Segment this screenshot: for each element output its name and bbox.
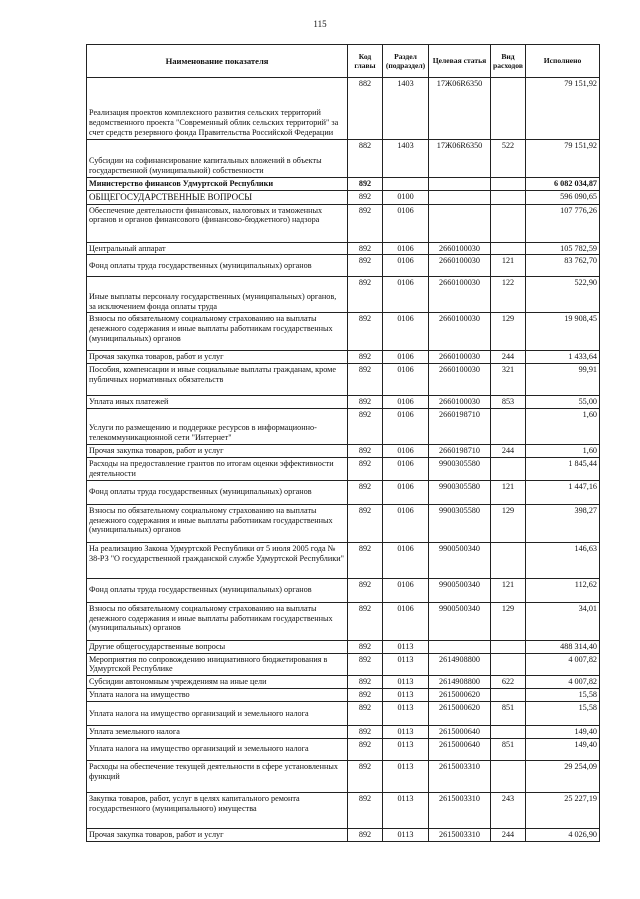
header-name: Наименование показателя: [87, 45, 348, 78]
table-row: [87, 445, 600, 458]
row-target: 2615000620: [429, 701, 491, 725]
row-type: [491, 640, 526, 653]
budget-table: [86, 44, 600, 842]
row-code: 892: [348, 204, 383, 242]
row-code: 892: [348, 602, 383, 640]
row-executed: 4 026,90: [526, 828, 600, 841]
row-type: 522: [491, 140, 526, 178]
row-type: [491, 542, 526, 578]
row-type: 244: [491, 828, 526, 841]
row-section: 0113: [383, 738, 429, 760]
table-row: [87, 396, 600, 409]
table-row: [87, 255, 600, 277]
table-row: [87, 676, 600, 689]
row-executed: 15,58: [526, 701, 600, 725]
row-section: 0106: [383, 255, 429, 277]
table-row: [87, 653, 600, 676]
row-code: 892: [348, 701, 383, 725]
row-target: 2615000640: [429, 738, 491, 760]
row-section: 0113: [383, 653, 429, 676]
row-target: 9900305580: [429, 504, 491, 542]
row-target: 9900305580: [429, 480, 491, 504]
header-section: Раздел (подраздел): [383, 45, 429, 78]
row-code: 892: [348, 542, 383, 578]
row-name: Взносы по обязательному социальному страхованию на выплаты денежного содержания и иные выплаты работникам государственных (муниципальных) органов: [87, 313, 348, 351]
row-code: 892: [348, 689, 383, 702]
table-row: [87, 409, 600, 445]
row-executed: 1 447,16: [526, 480, 600, 504]
row-code: 892: [348, 409, 383, 445]
page-number: 115: [313, 19, 327, 29]
row-name: Фонд оплаты труда государственных (муниципальных) органов: [87, 480, 348, 504]
row-type: [491, 242, 526, 255]
row-section: 0106: [383, 409, 429, 445]
table-row: [87, 178, 600, 191]
row-name: Расходы на предоставление грантов по итогам оценки эффективности деятельности: [87, 458, 348, 481]
row-executed: 1,60: [526, 445, 600, 458]
row-type: 121: [491, 480, 526, 504]
row-type: 244: [491, 445, 526, 458]
row-executed: 398,27: [526, 504, 600, 542]
row-type: 853: [491, 396, 526, 409]
row-code: 892: [348, 190, 383, 204]
row-code: 882: [348, 140, 383, 178]
row-type: [491, 204, 526, 242]
row-code: 892: [348, 653, 383, 676]
row-target: 2660100030: [429, 364, 491, 396]
row-name: Субсидии автономным учреждениям на иные цели: [87, 676, 348, 689]
row-executed: 83 762,70: [526, 255, 600, 277]
table-row: [87, 542, 600, 578]
row-target: 17Ж06R6350: [429, 140, 491, 178]
table-row: [87, 640, 600, 653]
row-name: Министерство финансов Удмуртской Республики: [87, 178, 348, 191]
row-executed: 4 007,82: [526, 676, 600, 689]
row-target: 9900305580: [429, 458, 491, 481]
row-code: 892: [348, 480, 383, 504]
row-executed: 6 082 034,87: [526, 178, 600, 191]
row-target: 2660100030: [429, 396, 491, 409]
row-section: 0106: [383, 313, 429, 351]
row-code: 892: [348, 578, 383, 602]
row-name: Услуги по размещению и поддержке ресурсов в информационно-телекоммуникационной сети "Интернет": [87, 409, 348, 445]
row-section: 0106: [383, 504, 429, 542]
row-code: 892: [348, 640, 383, 653]
row-code: 892: [348, 396, 383, 409]
row-section: 0113: [383, 689, 429, 702]
row-name: Обеспечение деятельности финансовых, налоговых и таможенных органов и органов финансового (финансово-бюджетного) надзора: [87, 204, 348, 242]
row-code: 892: [348, 178, 383, 191]
row-type: [491, 78, 526, 140]
row-target: 2615000620: [429, 689, 491, 702]
row-section: 0113: [383, 676, 429, 689]
row-executed: 107 776,26: [526, 204, 600, 242]
row-executed: 112,62: [526, 578, 600, 602]
table-row: [87, 313, 600, 351]
row-section: [383, 178, 429, 191]
row-target: 17Ж06R6350: [429, 78, 491, 140]
row-target: 2660100030: [429, 255, 491, 277]
table-row: [87, 78, 600, 140]
table-header: [87, 45, 600, 78]
table-row: [87, 242, 600, 255]
row-code: 892: [348, 351, 383, 364]
row-executed: 522,90: [526, 277, 600, 313]
row-name: Расходы на обеспечение текущей деятельности в сфере установленных функций: [87, 760, 348, 792]
header-target: Целевая статья: [429, 45, 491, 78]
table-row: [87, 689, 600, 702]
row-target: 2660198710: [429, 409, 491, 445]
row-executed: 1 433,64: [526, 351, 600, 364]
row-executed: 19 908,45: [526, 313, 600, 351]
table-row: [87, 190, 600, 204]
row-section: 0113: [383, 701, 429, 725]
row-section: 0113: [383, 792, 429, 828]
row-target: 9900500340: [429, 542, 491, 578]
row-executed: 34,01: [526, 602, 600, 640]
row-name: Уплата налога на имущество организаций и земельного налога: [87, 701, 348, 725]
table-row: [87, 725, 600, 738]
row-executed: 596 090,65: [526, 190, 600, 204]
row-target: 2615003310: [429, 760, 491, 792]
row-type: 121: [491, 578, 526, 602]
row-type: [491, 689, 526, 702]
row-type: 129: [491, 313, 526, 351]
table-row: [87, 738, 600, 760]
row-name: Реализация проектов комплексного развития сельских территорий ведомственного проекта "Современный облик сельских территорий" за счет средств резервного фонда Правительства Российской Федерации: [87, 78, 348, 140]
row-name: Субсидии на софинансирование капитальных вложений в объекты государственной (муниципальной) собственности: [87, 140, 348, 178]
table-body: [87, 78, 600, 842]
row-code: 892: [348, 313, 383, 351]
row-name: Прочая закупка товаров, работ и услуг: [87, 828, 348, 841]
row-section: 0106: [383, 351, 429, 364]
table-row: [87, 828, 600, 841]
row-executed: 15,58: [526, 689, 600, 702]
row-code: 892: [348, 445, 383, 458]
row-target: [429, 640, 491, 653]
row-type: 243: [491, 792, 526, 828]
row-target: [429, 190, 491, 204]
table-row: [87, 204, 600, 242]
row-section: 1403: [383, 78, 429, 140]
row-target: 2615003310: [429, 828, 491, 841]
row-section: 0106: [383, 480, 429, 504]
row-code: 892: [348, 738, 383, 760]
row-executed: 1 845,44: [526, 458, 600, 481]
row-section: 0106: [383, 242, 429, 255]
row-type: 129: [491, 602, 526, 640]
row-target: 2614908800: [429, 653, 491, 676]
row-name: ОБЩЕГОСУДАРСТВЕННЫЕ ВОПРОСЫ: [87, 190, 348, 204]
row-section: 0106: [383, 364, 429, 396]
row-section: 0113: [383, 725, 429, 738]
row-section: 0100: [383, 190, 429, 204]
table-row: [87, 602, 600, 640]
row-name: Взносы по обязательному социальному страхованию на выплаты денежного содержания и иные выплаты работникам государственных (муниципальных) органов: [87, 602, 348, 640]
row-target: 2660100030: [429, 351, 491, 364]
row-executed: 4 007,82: [526, 653, 600, 676]
row-code: 892: [348, 242, 383, 255]
row-type: 622: [491, 676, 526, 689]
row-code: 892: [348, 458, 383, 481]
row-name: Взносы по обязательному социальному страхованию на выплаты денежного содержания и иные выплаты работникам государственных (муниципальных) органов: [87, 504, 348, 542]
row-name: Прочая закупка товаров, работ и услуг: [87, 445, 348, 458]
row-type: [491, 760, 526, 792]
row-section: 0106: [383, 445, 429, 458]
row-target: 2615003310: [429, 792, 491, 828]
row-type: 121: [491, 255, 526, 277]
row-type: 851: [491, 701, 526, 725]
table-row: [87, 792, 600, 828]
row-name: Другие общегосударственные вопросы: [87, 640, 348, 653]
row-name: Уплата налога на имущество: [87, 689, 348, 702]
row-name: Закупка товаров, работ, услуг в целях капитального ремонта государственного (муниципального) имущества: [87, 792, 348, 828]
row-section: 0113: [383, 828, 429, 841]
row-section: 0106: [383, 277, 429, 313]
row-section: 1403: [383, 140, 429, 178]
row-executed: 55,00: [526, 396, 600, 409]
row-section: 0106: [383, 458, 429, 481]
row-code: 892: [348, 792, 383, 828]
header-type: Вид расходов: [491, 45, 526, 78]
row-section: 0106: [383, 396, 429, 409]
table-row: [87, 351, 600, 364]
row-code: 892: [348, 760, 383, 792]
row-type: 122: [491, 277, 526, 313]
row-target: 2660100030: [429, 277, 491, 313]
row-name: Фонд оплаты труда государственных (муниципальных) органов: [87, 578, 348, 602]
row-type: 129: [491, 504, 526, 542]
row-target: 2660100030: [429, 242, 491, 255]
row-code: 892: [348, 828, 383, 841]
row-type: [491, 725, 526, 738]
row-name: Уплата земельного налога: [87, 725, 348, 738]
row-type: [491, 409, 526, 445]
row-executed: 488 314,40: [526, 640, 600, 653]
row-executed: 149,40: [526, 738, 600, 760]
row-name: Центральный аппарат: [87, 242, 348, 255]
table-row: [87, 480, 600, 504]
row-target: [429, 178, 491, 191]
row-executed: 99,91: [526, 364, 600, 396]
row-code: 892: [348, 364, 383, 396]
row-code: 892: [348, 277, 383, 313]
row-section: 0113: [383, 640, 429, 653]
row-type: [491, 190, 526, 204]
row-executed: 25 227,19: [526, 792, 600, 828]
header-code: Код главы: [348, 45, 383, 78]
table-row: [87, 578, 600, 602]
row-executed: 105 782,59: [526, 242, 600, 255]
row-target: [429, 204, 491, 242]
row-name: Прочая закупка товаров, работ и услуг: [87, 351, 348, 364]
row-section: 0106: [383, 578, 429, 602]
row-name: Пособия, компенсации и иные социальные выплаты гражданам, кроме публичных нормативных обязательств: [87, 364, 348, 396]
row-name: Иные выплаты персоналу государственных (муниципальных) органов, за исключением фонда оплаты труда: [87, 277, 348, 313]
row-type: [491, 653, 526, 676]
table-row: [87, 364, 600, 396]
table-row: [87, 140, 600, 178]
row-target: 2660198710: [429, 445, 491, 458]
row-executed: 79 151,92: [526, 78, 600, 140]
row-type: 851: [491, 738, 526, 760]
row-type: 321: [491, 364, 526, 396]
row-target: 2614908800: [429, 676, 491, 689]
table-row: [87, 504, 600, 542]
row-code: 882: [348, 78, 383, 140]
row-type: [491, 178, 526, 191]
row-section: 0106: [383, 542, 429, 578]
row-code: 892: [348, 504, 383, 542]
row-code: 892: [348, 255, 383, 277]
table-row: [87, 701, 600, 725]
row-section: 0106: [383, 602, 429, 640]
header-executed: Исполнено: [526, 45, 600, 78]
row-executed: 146,63: [526, 542, 600, 578]
row-section: 0106: [383, 204, 429, 242]
table-row: [87, 458, 600, 481]
row-name: На реализацию Закона Удмуртской Республики от 5 июля 2005 года № 38-РЗ "О государственной гражданской службе Удмуртской Республики": [87, 542, 348, 578]
row-executed: 149,40: [526, 725, 600, 738]
row-name: Фонд оплаты труда государственных (муниципальных) органов: [87, 255, 348, 277]
table-row: [87, 277, 600, 313]
row-name: Уплата налога на имущество организаций и земельного налога: [87, 738, 348, 760]
row-code: 892: [348, 676, 383, 689]
row-type: 244: [491, 351, 526, 364]
row-section: 0113: [383, 760, 429, 792]
row-code: 892: [348, 725, 383, 738]
row-target: 2615000640: [429, 725, 491, 738]
row-executed: 79 151,92: [526, 140, 600, 178]
row-type: [491, 458, 526, 481]
row-executed: 1,60: [526, 409, 600, 445]
row-target: 2660100030: [429, 313, 491, 351]
row-target: 9900500340: [429, 578, 491, 602]
row-executed: 29 254,09: [526, 760, 600, 792]
row-name: Мероприятия по сопровождению инициативного бюджетирования в Удмуртской Республике: [87, 653, 348, 676]
row-name: Уплата иных платежей: [87, 396, 348, 409]
row-target: 9900500340: [429, 602, 491, 640]
table-row: [87, 760, 600, 792]
